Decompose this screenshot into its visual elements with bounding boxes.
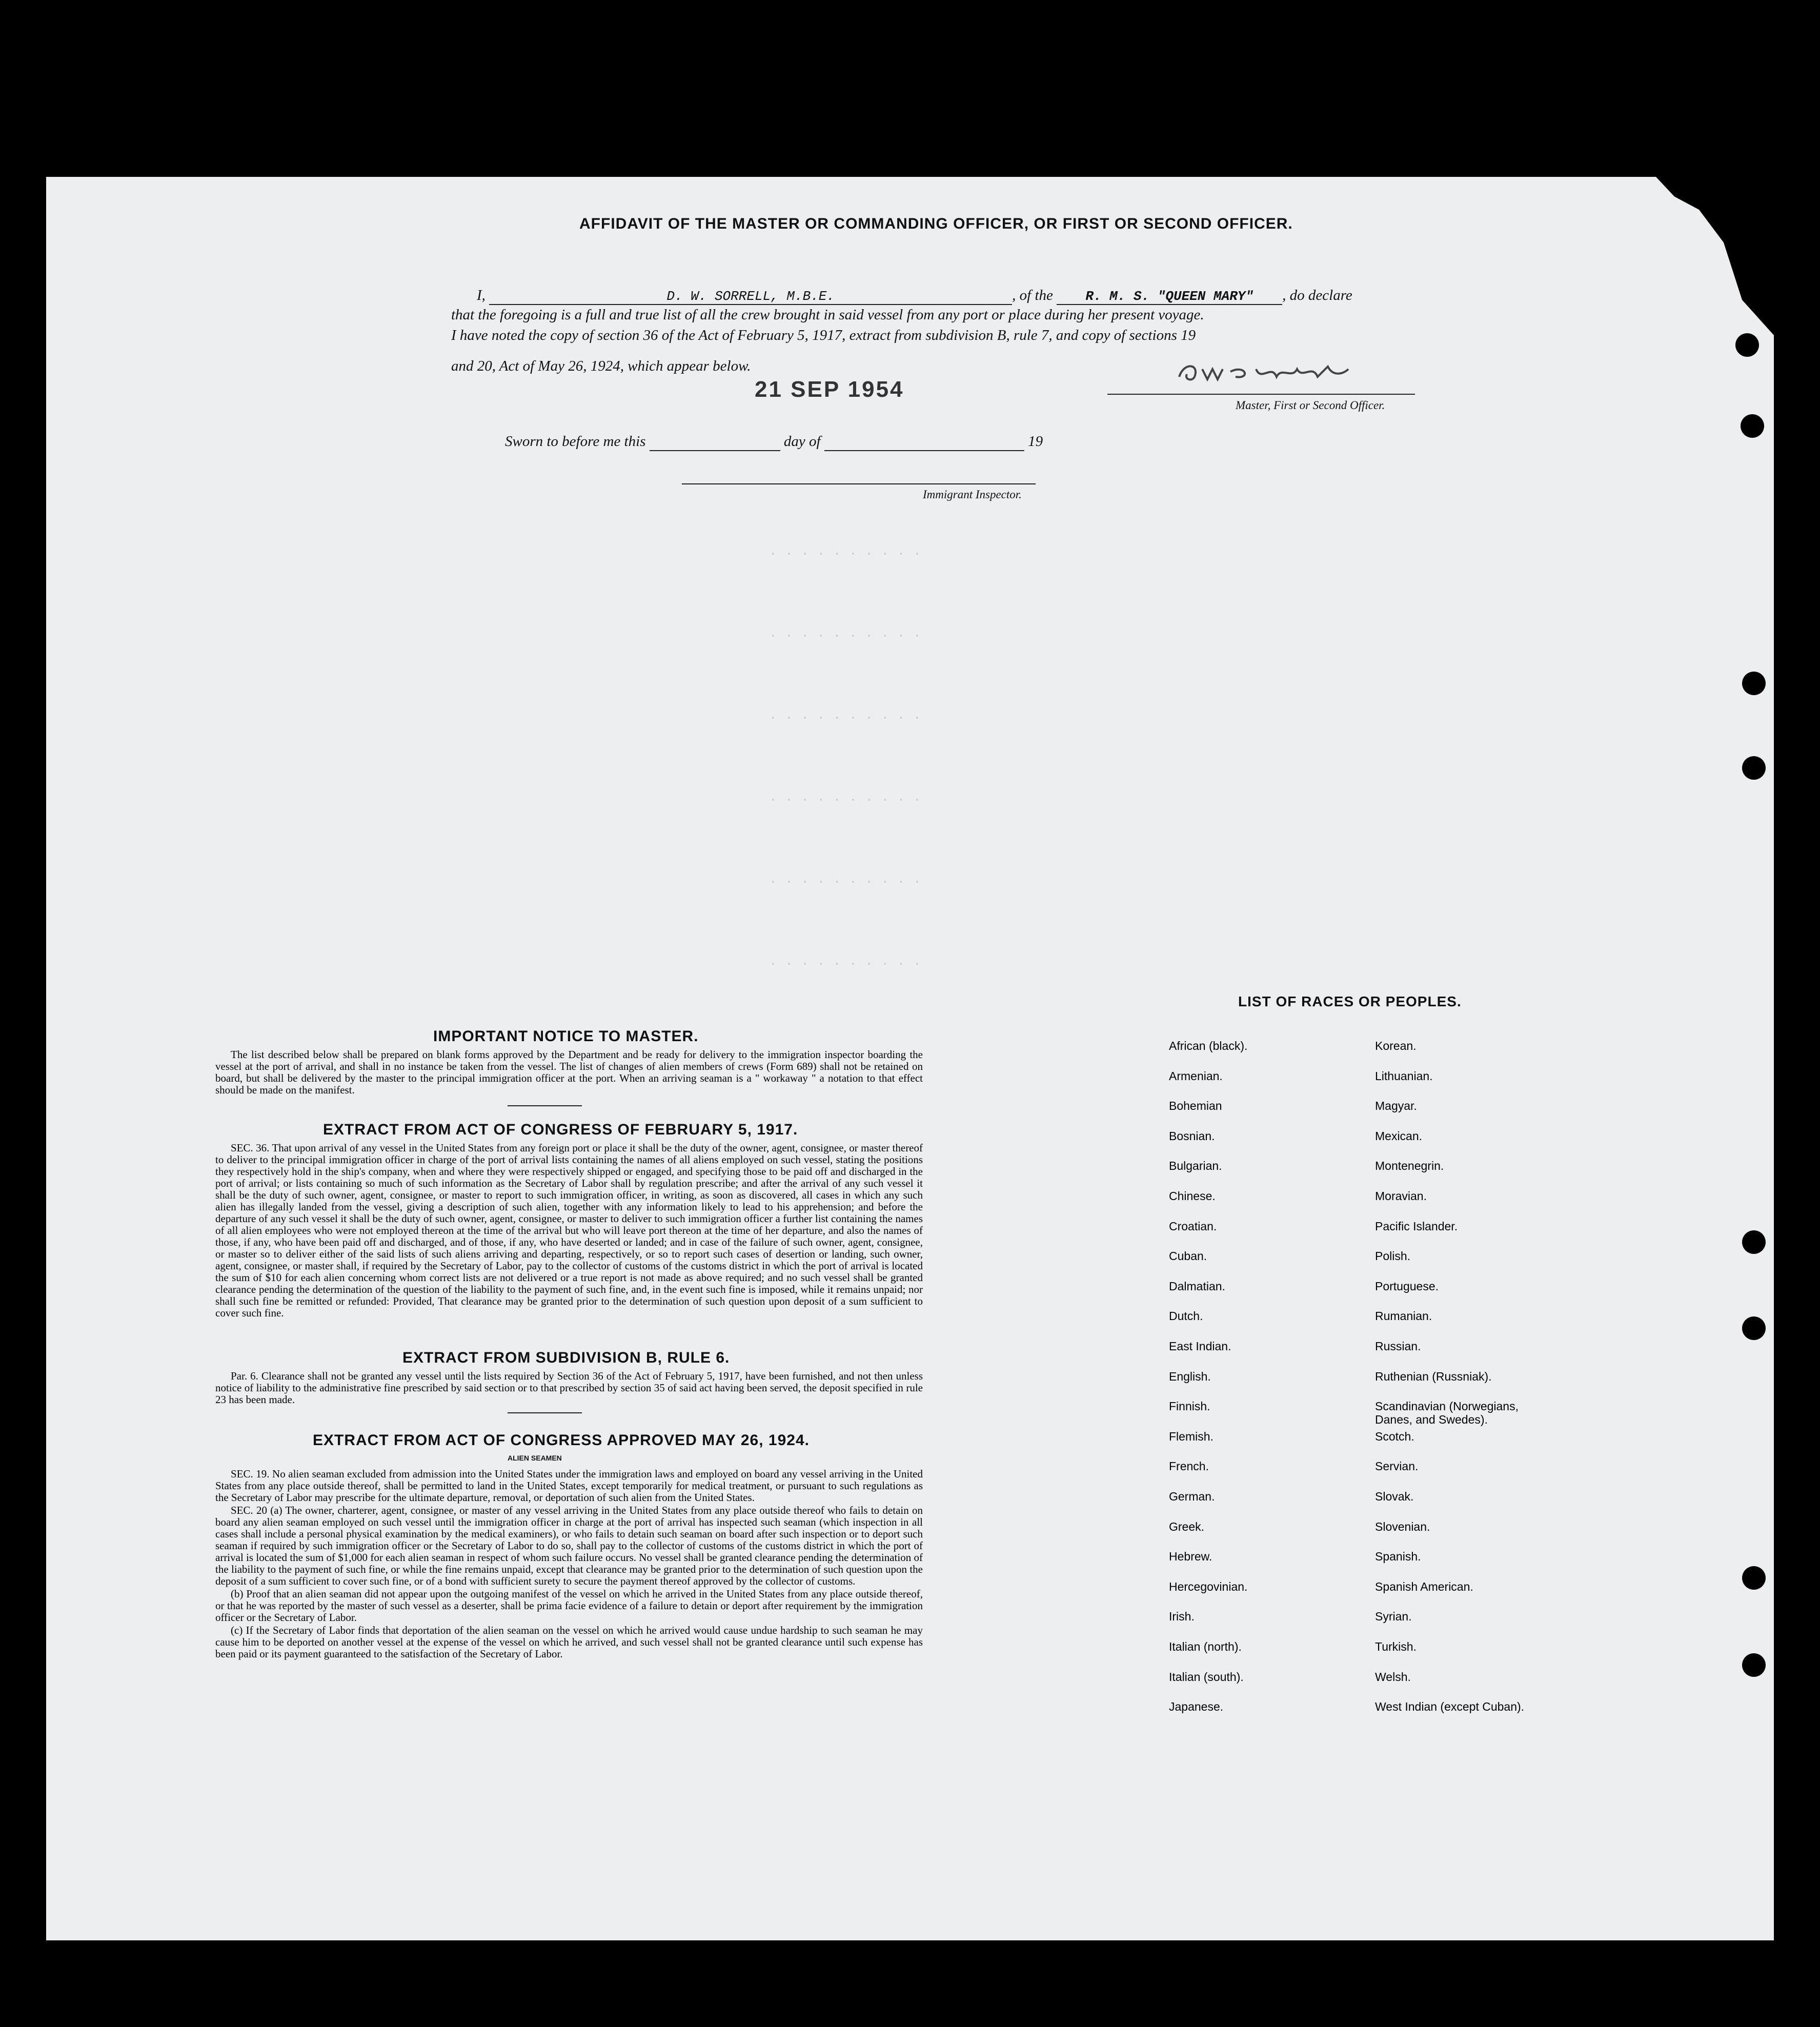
sworn-line bbox=[505, 433, 1043, 451]
line1-mid: of the bbox=[1019, 287, 1053, 303]
race-item: Scotch. bbox=[1375, 1429, 1414, 1443]
punch-hole bbox=[1742, 1316, 1766, 1340]
affidavit-title: AFFIDAVIT OF THE MASTER OR COMMANDING OFFICER, OR FIRST OR SECOND OFFICER. bbox=[579, 215, 1293, 232]
races-title: LIST OF RACES OR PEOPLES. bbox=[1238, 994, 1462, 1009]
sworn-prefix: Sworn to before me this bbox=[505, 433, 646, 450]
sworn-month-field bbox=[824, 435, 1024, 451]
extract-1924-body bbox=[215, 1468, 923, 1661]
race-item: Syrian. bbox=[1375, 1610, 1412, 1624]
inspector-caption: Immigrant Inspector. bbox=[923, 488, 1022, 501]
race-item: Bulgarian. bbox=[1169, 1159, 1222, 1173]
race-item: Italian (north). bbox=[1169, 1640, 1242, 1653]
race-item: German. bbox=[1169, 1490, 1215, 1503]
race-item: Polish. bbox=[1375, 1249, 1411, 1263]
race-item: Ruthenian (Russniak). bbox=[1375, 1369, 1492, 1383]
sworn-year-label: 19 bbox=[1028, 433, 1043, 450]
sec-36-paragraph: SEC. 36. That upon arrival of any vessel in the United States from any foreign port or place it shall be the duty of the owner, agent, consignee, or master thereof to deliver to the principal immigration officer in charge of the port of arrival lists containing the names of all aliens employed on such vessel, stating the positions they respectively hold in the ship's company, when and where they were respectively shipped or engaged, and specifying those to be paid off and discharged in the port of arrival; or lists containing so much of such information as the Secretary of Labor shall by regulation prescribe; and after the arrival of any such vessel it shall be the duty of such owner, agent, consignee, or master to report to such immigration officer, in writing, as soon as discovered, all cases in which any such alien has illegally landed from the vessel, giving a description of such alien, together with any information likely to lead to his apprehension; and before the departure of any such vessel it shall be the duty of such owner, agent, consignee, or master to deliver to such immigration officer a further list containing the names of all alien employees who were not employed thereon at the time of the arrival but who will leave port thereon at the time of her departure, and also the names of those, if any, who have been paid off and discharged, and of those, if any, who have deserted or landed; and in case of the failure of such owner, agent, consignee, or master so to deliver either of the said lists of such aliens arriving and departing, respectively, or so to report such cases of desertion or landing, such owner, agent, consignee, or master shall, if required by the Secretary of Labor, pay to the collector of customs of the customs district in which the port of arrival is located the sum of $10 for each alien concerning whom correct lists are not delivered or a true report is not made as above required; and no such vessel shall be granted clearance pending the determination of the question of the liability to the payment of such fine, and, in the event such fine is imposed, while it remains unpaid; nor shall such fine be remitted or refunded: Provided, That clearance may be granted prior to the determination of such question upon deposit of a sum sufficient to cover such fine. bbox=[215, 1142, 923, 1319]
race-item: Bosnian. bbox=[1169, 1129, 1215, 1143]
race-item: Portuguese. bbox=[1375, 1279, 1439, 1293]
race-item: Turkish. bbox=[1375, 1640, 1417, 1653]
signature-caption: Master, First or Second Officer. bbox=[1236, 399, 1385, 412]
race-item: Japanese. bbox=[1169, 1700, 1224, 1714]
race-item: Dalmatian. bbox=[1169, 1279, 1225, 1293]
affidavit-line3: I have noted the copy of section 36 of the Act of February 5, 1917, extract from subdivision B, rule 7, and copy of sections 19 bbox=[451, 327, 1196, 343]
alien-seamen-subtitle: ALIEN SEAMEN bbox=[508, 1454, 562, 1462]
signature-line bbox=[1107, 394, 1415, 395]
affidavit-line4: and 20, Act of May 26, 1924, which appear below. bbox=[451, 358, 751, 374]
race-item: Hebrew. bbox=[1169, 1550, 1212, 1564]
race-item: Slovenian. bbox=[1375, 1519, 1430, 1533]
race-item: Servian. bbox=[1375, 1460, 1419, 1473]
affidavit-line2: that the foregoing is a full and true list of all the crew brought in said vessel from any port or place during her present voyage. bbox=[451, 307, 1204, 323]
sec-20b-paragraph: (b) Proof that an alien seaman did not appear upon the outgoing manifest of the vessel on which he arrived in the United States from any place outside thereof, or that he was reported by the master of such vessel as a deserter, shall be prima facie evidence of a failure to detain or deport after requirement by the immigration officer or the Secretary of Labor. bbox=[215, 1588, 923, 1624]
race-item: Rumanian. bbox=[1375, 1309, 1432, 1323]
sec-19-paragraph: SEC. 19. No alien seaman excluded from admission into the United States under the immigration laws and employed on board any vessel arriving in the United States from any place outside thereof, shall be permitted to land in the United States, except temporarily for medical treatment, or pursuant to such regulations as the Secretary of Labor may prescribe for the ultimate departure, removal, or deportation of such alien from the United States. bbox=[215, 1468, 923, 1504]
race-item: West Indian (except Cuban). bbox=[1375, 1700, 1525, 1714]
punch-hole bbox=[1742, 1653, 1766, 1677]
race-item: Greek. bbox=[1169, 1519, 1205, 1533]
race-item: Italian (south). bbox=[1169, 1670, 1244, 1684]
divider bbox=[508, 1412, 582, 1413]
race-item: Welsh. bbox=[1375, 1670, 1411, 1684]
race-item: Montenegrin. bbox=[1375, 1159, 1444, 1173]
notice-title: IMPORTANT NOTICE TO MASTER. bbox=[433, 1028, 699, 1045]
master-name-field: D. W. SORRELL, M.B.E. bbox=[489, 289, 1012, 305]
race-item: Spanish American. bbox=[1375, 1579, 1473, 1593]
race-item: Lithuanian. bbox=[1375, 1069, 1433, 1083]
race-item: East Indian. bbox=[1169, 1340, 1231, 1353]
punch-hole bbox=[1742, 756, 1766, 780]
punch-hole bbox=[1735, 333, 1759, 357]
sworn-day-field bbox=[650, 435, 780, 451]
race-item: Magyar. bbox=[1375, 1099, 1417, 1113]
race-item: African (black). bbox=[1169, 1039, 1248, 1052]
punch-hole bbox=[1741, 414, 1764, 438]
race-item: Chinese. bbox=[1169, 1189, 1216, 1203]
extract-1917-title: EXTRACT FROM ACT OF CONGRESS OF FEBRUARY 5, 1917. bbox=[323, 1121, 798, 1138]
race-item: Spanish. bbox=[1375, 1550, 1421, 1564]
line1-prefix: I, bbox=[477, 287, 486, 303]
race-item: French. bbox=[1169, 1460, 1209, 1473]
race-item: Bohemian bbox=[1169, 1099, 1222, 1113]
line1-end: do declare bbox=[1289, 287, 1352, 303]
sec-20c-paragraph: (c) If the Secretary of Labor finds that deportation of the alien seaman on the vessel on which he arrived would cause undue hardship to such seaman he may cause him to be deported on another vessel at the expense of the vessel on which he arrived, and such vessel shall not be granted clearance until such expense has been paid or its payment guaranteed to the satisfaction of the Secretary of Labor. bbox=[215, 1624, 923, 1660]
sec-20a-paragraph: SEC. 20 (a) The owner, charterer, agent, consignee, or master of any vessel arriving in the United States from any place outside thereof who fails to detain on board any alien seaman employed on such vessel until the immigration officer in charge at the port of arrival has inspected such seaman (which inspection in all cases shall include a personal physical examination by the medical examiners), or who fails to detain such seaman on board after such inspection or to deport such seaman if required by such immigration officer or the Secretary of Labor to do so, shall pay to the collector of customs of the customs district in which the port of arrival is located the sum of $1,000 for each alien seaman in respect of whom such failure occurs. No vessel shall be granted clearance pending the determination of the liability to the payment of such fine, or while the fine remains unpaid, except that clearance may be granted prior to the determination of such question upon the deposit of a sum sufficient to cover such fine, or of a bond with sufficient surety to secure the payment thereof approved by the collector of customs. bbox=[215, 1504, 923, 1587]
race-item: Irish. bbox=[1169, 1610, 1195, 1624]
divider bbox=[508, 1105, 582, 1106]
race-item: Flemish. bbox=[1169, 1429, 1214, 1443]
race-item: Pacific Islander. bbox=[1375, 1219, 1458, 1233]
vessel-name-field: R. M. S. "QUEEN MARY" bbox=[1057, 289, 1282, 305]
sworn-day-label: day of bbox=[783, 433, 821, 450]
inspector-signature-line bbox=[682, 483, 1036, 484]
race-item: English. bbox=[1169, 1369, 1211, 1383]
punch-hole bbox=[1742, 1230, 1766, 1254]
affidavit-line1: I, D. W. SORRELL, M.B.E. , of the R. M. S. "QUEEN MARY" , do declare bbox=[477, 287, 1352, 304]
race-item: Finnish. bbox=[1169, 1400, 1210, 1413]
race-item: Croatian. bbox=[1169, 1219, 1217, 1233]
race-item: Dutch. bbox=[1169, 1309, 1203, 1323]
date-stamp: 21 SEP 1954 bbox=[755, 377, 904, 402]
par-6-paragraph: Par. 6. Clearance shall not be granted any vessel until the lists required by Section 36 of the Act of February 5, 1917, have been furnished, and not then unless notice of liability to the administrative fine prescribed by said section or to that prescribed by section 35 of said act having been served, the deposit specified in rule 23 has been made. bbox=[215, 1370, 923, 1406]
master-signature bbox=[1174, 354, 1369, 390]
extract-rule6-body bbox=[215, 1370, 923, 1407]
race-item: Russian. bbox=[1375, 1340, 1421, 1353]
race-item: Mexican. bbox=[1375, 1129, 1423, 1143]
race-item: Moravian. bbox=[1375, 1189, 1427, 1203]
punch-hole bbox=[1742, 672, 1766, 695]
race-item: Cuban. bbox=[1169, 1249, 1207, 1263]
extract-1917-body bbox=[215, 1142, 923, 1320]
race-item: Hercegovinian. bbox=[1169, 1579, 1248, 1593]
race-item: Armenian. bbox=[1169, 1069, 1223, 1083]
notice-paragraph: The list described below shall be prepared on blank forms approved by the Department and be ready for delivery to the immigration inspector boarding the vessel at the port of arrival, and shall in no instance be taken from the vessel. The list of changes of alien members of crews (Form 689) shall not be retained on board, but shall be delivered by the master to the principal immigration officer at the port. When an arriving seaman is a " workaway " a notation to that effect should be made on the manifest. bbox=[215, 1048, 923, 1096]
punch-hole bbox=[1742, 1566, 1766, 1590]
extract-rule6-title: EXTRACT FROM SUBDIVISION B, RULE 6. bbox=[402, 1349, 730, 1366]
notice-body bbox=[215, 1049, 923, 1097]
extract-1924-title: EXTRACT FROM ACT OF CONGRESS APPROVED MAY 26, 1924. bbox=[313, 1432, 810, 1449]
race-item: Scandinavian (Norwegians, Danes, and Swedes). bbox=[1375, 1400, 1519, 1427]
race-item: Slovak. bbox=[1375, 1490, 1414, 1503]
race-item: Korean. bbox=[1375, 1039, 1417, 1052]
